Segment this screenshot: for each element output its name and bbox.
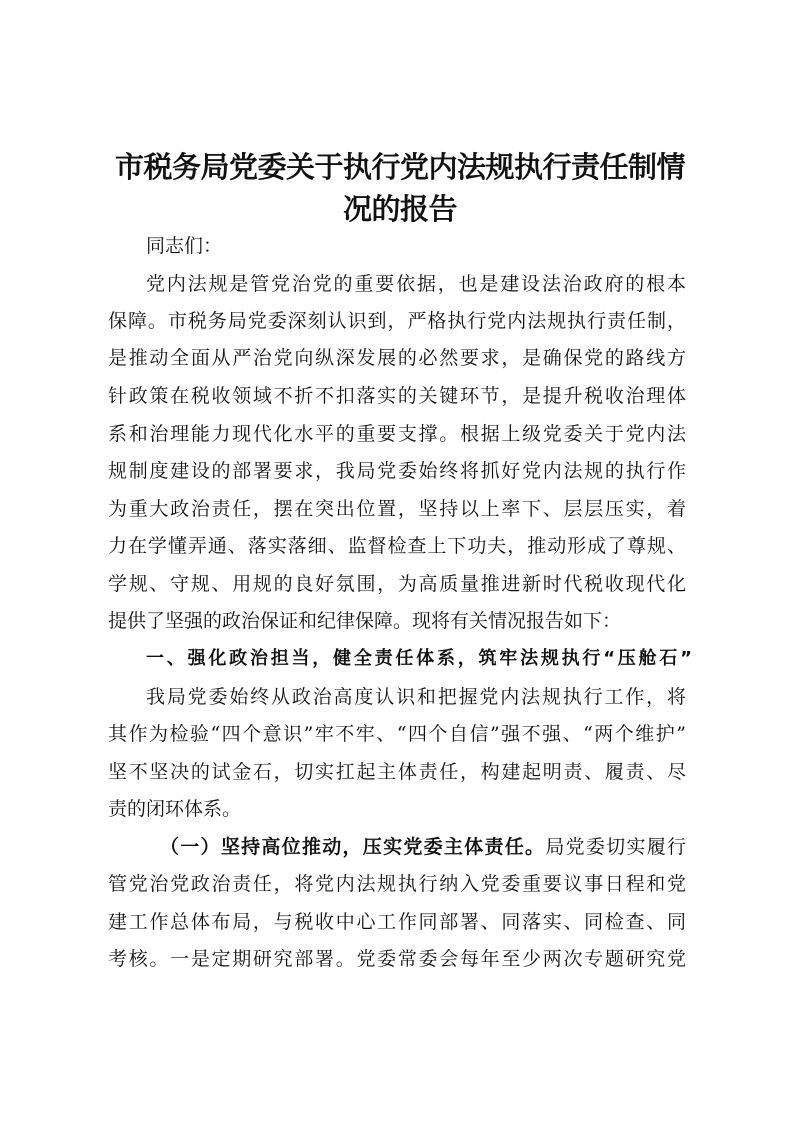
paragraph-line: 其作为检验“四个意识”牢不牢、“四个自信”强不强、“两个维护” (108, 723, 686, 745)
paragraph-line: 建工作总体布局，与税收中心工作同部署、同落实、同检查、同 (108, 911, 686, 933)
paragraph-line: 为重大政治责任，摆在突出位置，坚持以上率下、层层压实，着 (108, 498, 686, 520)
paragraph-line: 力在学懂弄通、落实落细、监督检查上下功夫，推动形成了尊规、 (108, 535, 686, 557)
paragraph-line: 我局党委始终从政治高度认识和把握党内法规执行工作，将 (146, 686, 686, 708)
paragraph-line: 提供了坚强的政治保证和纪律保障。现将有关情况报告如下： (108, 610, 622, 632)
subsection-heading: （一）坚持高位推动，压实党委主体责任。 (160, 836, 546, 858)
paragraph-line: 管党治党政治责任，将党内法规执行纳入党委重要议事日程和党 (108, 873, 686, 895)
subsection-line (160, 833, 686, 861)
document-title-line-2: 况的报告 (342, 192, 457, 226)
subsection-text: 局党委切实履行 (545, 836, 686, 858)
paragraph-line: 针政策在税收领域不折不扣落实的关键环节，是提升税收治理体 (108, 385, 686, 407)
document-title-line-1: 市税务局党委关于执行党内法规执行责任制情 (114, 150, 685, 184)
paragraph-line: 保障。市税务局党委深刻认识到，严格执行党内法规执行责任制， (108, 310, 686, 332)
paragraph-line: 考核。一是定期研究部署。党委常委会每年至少两次专题研究党 (108, 948, 686, 970)
paragraph-line: 规制度建设的部署要求，我局党委始终将抓好党内法规的执行作 (108, 460, 686, 482)
paragraph-line: 坚不坚决的试金石，切实扛起主体责任，构建起明责、履责、尽 (108, 761, 686, 783)
paragraph-line: 是推动全面从严治党向纵深发展的必然要求，是确保党的路线方 (108, 347, 686, 369)
paragraph-line: 党内法规是管党治党的重要依据，也是建设法治政府的根本 (146, 273, 686, 295)
paragraph-line: 系和治理能力现代化水平的重要支撑。根据上级党委关于党内法 (108, 423, 686, 445)
paragraph-line: 责的闭环体系。 (108, 798, 242, 820)
section-heading: 一、强化政治担当，健全责任体系，筑牢法规执行“压舱石” (146, 648, 692, 669)
paragraph-line: 学规、守规、用规的良好氛围，为高质量推进新时代税收现代化 (108, 573, 686, 595)
salutation: 同志们： (146, 235, 223, 257)
